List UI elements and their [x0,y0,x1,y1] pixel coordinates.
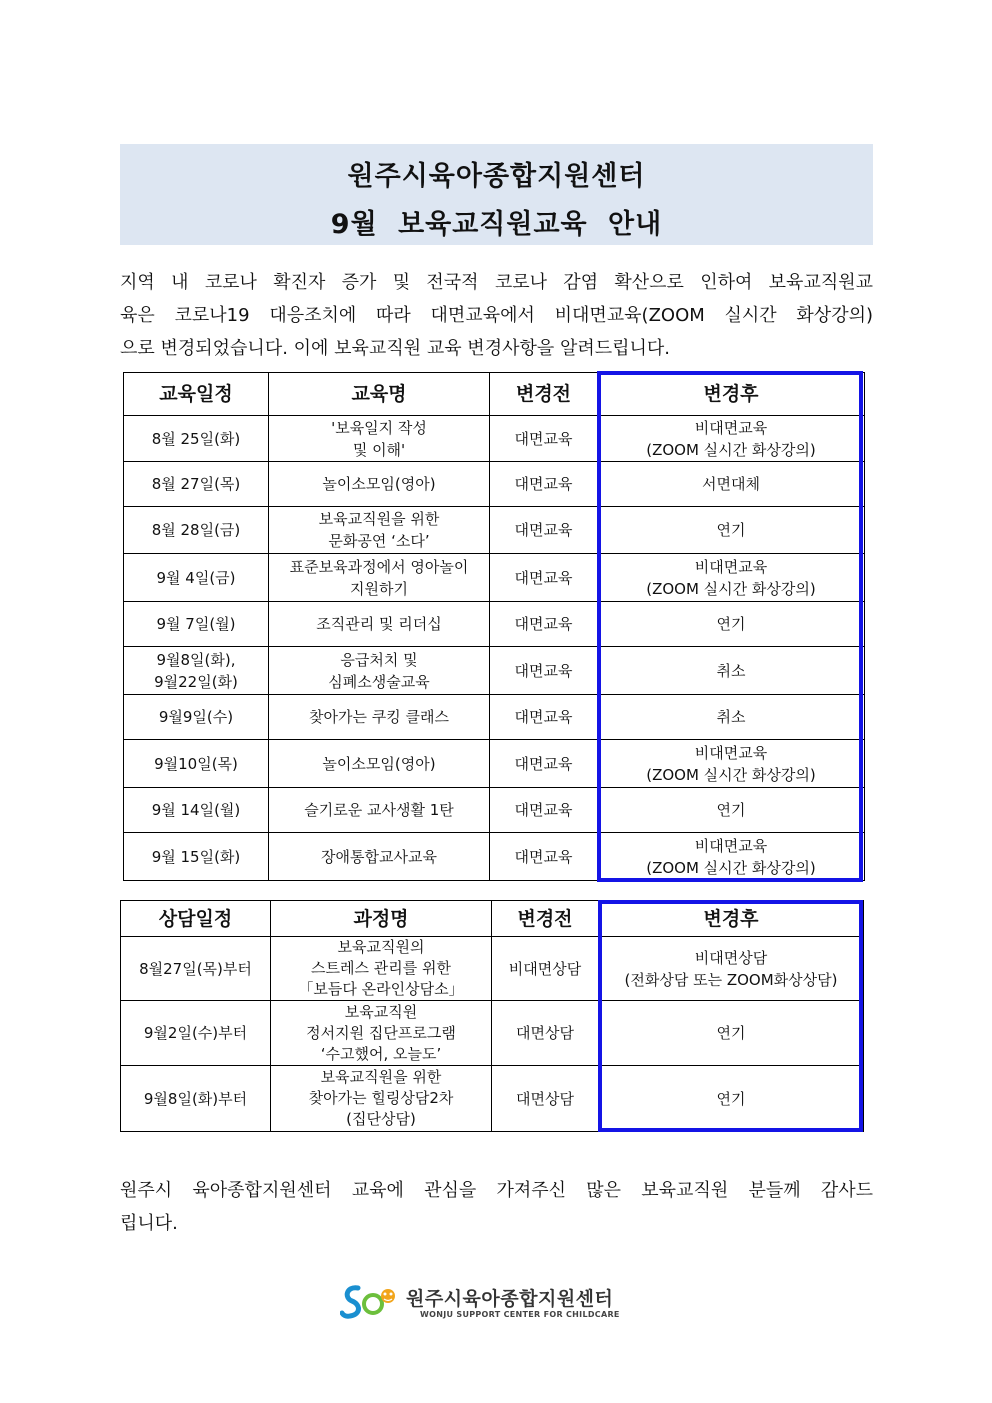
date-cell-line: 8월 28일(금) [151,521,241,539]
intro-line-1: 지역 내 코로나 확진자 증가 및 전국적 코로나 감염 확산으로 인하여 보육교직원교 [120,272,873,293]
after-cell [598,462,865,507]
name-cell-line: 지원하기 [350,579,408,598]
after-cell-line: (전화상담 또는 ZOOM화상상담) [624,970,838,989]
name-cell-line: 심폐소생술교육 [328,672,430,691]
title-banner [120,144,873,245]
table-row [124,554,865,602]
name-cell [269,788,490,833]
table-row [124,740,865,788]
counseling-schedule-table [120,900,864,1132]
after-cell-line: 서면대체 [702,475,760,493]
after-cell [598,788,865,833]
outro-line-2: 립니다. [120,1213,178,1234]
after-cell-line: (ZOOM 실시간 화상강의) [646,858,816,877]
before-cell [490,788,598,833]
after-cell-line: 비대면교육 [694,557,768,576]
date-cell-line: 9월9일(수) [158,708,234,726]
name-cell-line: ‘수고했어, 오늘도’ [320,1044,442,1063]
before-cell [490,695,598,740]
after-cell [599,1066,864,1132]
date-cell-line: 8월27일(목)부터 [139,959,252,978]
name-cell-line: 조직관리 및 리더십 [316,615,442,633]
logo-name: 원주시육아종합지원센터 [406,1288,614,1310]
date-cell [124,416,269,462]
date-cell-line: 9월22일(화) [154,672,238,691]
name-cell [269,833,490,881]
table-row [124,788,865,833]
name-cell [269,647,490,695]
before-cell [492,1066,599,1132]
name-cell [269,416,490,462]
after-cell [599,1001,864,1066]
name-cell [269,507,490,554]
name-cell [269,740,490,788]
name-cell-line: 「보듬다 온라인상담소」 [298,980,464,998]
date-cell-line: 9월2일(수)부터 [143,1024,248,1042]
page-title: 9월 보육교직원교육 안내 [330,209,663,240]
name-cell-line: 보육교직원의 [337,938,425,956]
name-cell-line: 놀이소모임(영아) [322,754,436,773]
date-cell [124,833,269,881]
footer-logo [340,1282,640,1324]
after-cell-line: 연기 [716,801,746,819]
name-cell-line: 문화공연 ‘소다’ [328,532,430,550]
closing-paragraph [120,1174,873,1240]
before-cell [492,937,599,1001]
date-cell-line: 9월 15일(화) [151,847,241,866]
date-cell [124,740,269,788]
before-cell-line: 대면교육 [514,801,573,819]
date-cell [124,554,269,602]
before-cell-line: 대면교육 [514,568,573,587]
header-education-name: 교육명 [269,373,490,416]
before-cell-line: 대면교육 [514,521,573,539]
date-cell-line: 9월8일(화)부터 [143,1089,248,1108]
name-cell-line: 슬기로운 교사생활 1탄 [304,801,454,819]
name-cell [271,1001,492,1066]
header-course-name: 과정명 [271,901,492,937]
after-cell-line: 연기 [716,1089,746,1108]
after-cell-line: 비대면교육 [694,743,768,762]
date-cell-line: 9월10일(목) [154,754,238,773]
name-cell-line: 보육교직원을 위한 [318,510,440,528]
name-cell-line: 놀이소모임(영아) [322,475,436,493]
name-cell-line: 및 이해' [352,440,406,459]
before-cell [490,740,598,788]
education-schedule-table [123,372,865,881]
after-cell [598,602,865,647]
before-cell [492,1001,599,1066]
after-cell [598,695,865,740]
name-cell-line: (집단상담) [346,1110,416,1128]
header-after: 변경후 [598,373,865,416]
outro-line-1: 원주시 육아종합지원센터 교육에 관심을 가져주신 많은 보육교직원 분들께 감사드 [120,1180,873,1201]
before-cell-line: 대면상담 [516,1024,574,1042]
header-education-date: 교육일정 [124,373,269,416]
after-cell-line: 취소 [716,708,746,726]
name-cell [269,554,490,602]
table-row [124,647,865,695]
before-cell-line: 비대면상담 [508,959,582,978]
name-cell-line: 스트레스 관리를 위한 [311,959,451,977]
table-row [124,833,865,881]
table-row [121,1066,864,1132]
name-cell [269,695,490,740]
date-cell [121,937,271,1001]
after-cell-line: (ZOOM 실시간 화상강의) [646,579,816,598]
after-cell-line: 연기 [716,1024,746,1042]
after-cell [598,740,865,788]
date-cell-line: 8월 27일(목) [151,475,241,493]
after-cell-line: 비대면상담 [694,948,768,967]
before-cell [490,462,598,507]
name-cell-line: 찾아가는 쿠킹 클래스 [309,708,449,726]
after-cell [598,833,865,881]
header-before: 변경전 [490,373,598,416]
logo-subtitle: WONJU SUPPORT CENTER FOR CHILDCARE [420,1310,620,1319]
before-cell [490,416,598,462]
before-cell-line: 대면교육 [514,475,573,493]
before-cell-line: 대면교육 [514,754,573,773]
before-cell [490,833,598,881]
header-before: 변경전 [492,901,599,937]
name-cell-line: 정서지원 집단프로그램 [306,1023,456,1042]
date-cell-line: 9월 14일(월) [151,801,241,819]
before-cell-line: 대면교육 [514,661,573,680]
after-cell [598,647,865,695]
date-cell [124,647,269,695]
name-cell-line: 응급처치 및 [340,650,418,669]
after-cell [598,507,865,554]
intro-line-3: 으로 변경되었습니다. 이에 보육교직원 교육 변경사항을 알려드립니다. [120,338,671,359]
table-row [121,937,864,1001]
after-cell [598,416,865,462]
after-cell-line: 연기 [716,521,746,539]
date-cell-line: 9월 4일(금) [156,568,236,587]
after-cell-line: (ZOOM 실시간 화상강의) [646,440,816,459]
intro-paragraph [120,266,873,365]
after-cell [598,554,865,602]
date-cell [124,695,269,740]
before-cell [490,647,598,695]
wonju-childcare-logo-icon [340,1282,404,1322]
name-cell-line: 장애통합교사교육 [321,847,437,866]
center-name-title: 원주시육아종합지원센터 [347,161,646,192]
after-cell-line: 비대면교육 [694,836,768,855]
after-cell-line: 연기 [716,615,746,633]
table-row [124,507,865,554]
before-cell [490,507,598,554]
date-cell-line: 9월 7일(월) [156,615,236,633]
before-cell-line: 대면상담 [516,1089,574,1108]
name-cell-line: '보육일지 작성 [331,418,427,437]
before-cell-line: 대면교육 [514,429,573,448]
intro-line-2: 육은 코로나19 대응조치에 따라 대면교육에서 비대면교육(ZOOM 실시간 화상강의) [120,305,873,326]
name-cell [271,937,492,1001]
date-cell [124,462,269,507]
table-row [124,695,865,740]
after-cell-line: 취소 [716,661,746,680]
name-cell-line: 보육교직원을 위한 [320,1068,442,1086]
name-cell [271,1066,492,1132]
date-cell [121,1001,271,1066]
date-cell [124,507,269,554]
table-row [124,602,865,647]
table-row [124,416,865,462]
table-row [121,1001,864,1066]
name-cell [269,602,490,647]
header-counseling-date: 상담일정 [121,901,271,937]
after-cell [599,937,864,1001]
before-cell-line: 대면교육 [514,615,573,633]
date-cell-line: 8월 25일(화) [151,429,241,448]
header-after: 변경후 [599,901,864,937]
after-cell-line: (ZOOM 실시간 화상강의) [646,765,816,784]
name-cell-line: 보육교직원 [344,1002,418,1021]
name-cell-line: 표준보육과정에서 영아놀이 [289,557,469,576]
table-row [124,462,865,507]
date-cell [124,788,269,833]
before-cell-line: 대면교육 [514,847,573,866]
date-cell [121,1066,271,1132]
before-cell [490,602,598,647]
before-cell [490,554,598,602]
name-cell [269,462,490,507]
before-cell-line: 대면교육 [514,708,573,726]
name-cell-line: 찾아가는 힐링상담2차 [308,1089,454,1107]
after-cell-line: 비대면교육 [694,418,768,437]
date-cell [124,602,269,647]
date-cell-line: 9월8일(화), [156,650,236,669]
